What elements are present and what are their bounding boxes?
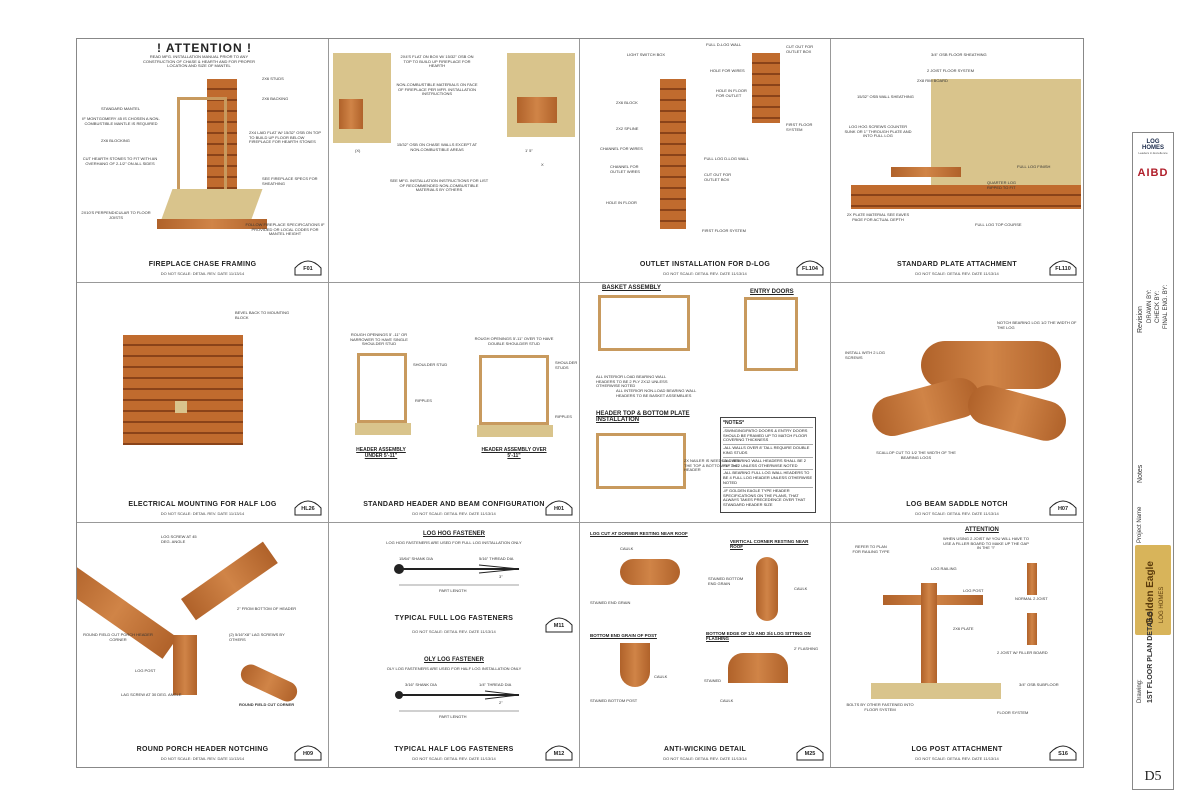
mounting-block bbox=[175, 401, 187, 413]
detail-header bbox=[329, 283, 580, 523]
label-osb-chase: 15/32" OSB ON CHASE WALLS EXCEPT AT NON-COMBUSTIBLE AREAS bbox=[396, 142, 478, 152]
label-2x6-blocking: 2X6 BLOCKING bbox=[101, 138, 130, 143]
label-round-field-cut: ROUND FIELD CUT PORCH HEADER CORNER bbox=[83, 632, 153, 642]
detail-fireplace-hearth bbox=[329, 39, 580, 283]
detail-electrical bbox=[77, 283, 329, 523]
wick-caulk-4: CAULK bbox=[720, 698, 734, 703]
label-osb-wall: 15/32" OSB WALL SHEATHING bbox=[857, 94, 914, 99]
label-lag-screws: (2) 5/16"X8" LAG SCREWS BY OTHERS bbox=[229, 632, 285, 642]
label-lag-30: LAG SCREW AT 30 DEG. ANGLE bbox=[121, 692, 182, 697]
header-frame-right bbox=[479, 355, 549, 425]
logo-sub: Leaders in Excellence bbox=[1138, 151, 1168, 155]
header-right-title: HEADER ASSEMBLY OVER 5'-11" bbox=[481, 447, 547, 459]
detail-tag: H09 bbox=[294, 743, 322, 761]
full-fastener-sub: LOG HOG FASTENERS ARE USED FOR FULL LOG INSTALLATION ONLY bbox=[386, 540, 522, 545]
detail-porch bbox=[77, 523, 329, 767]
intro-note: READ MFG. INSTALLATION MANUAL PRIOR TO ANY CONSTRUCTION OF CHASE & HEARTH AND FOR PROPER LOCATION AND SIZE OF MANTEL bbox=[143, 54, 255, 69]
header-plate-title: HEADER TOP & BOTTOM PLATE INSTALLATION bbox=[596, 411, 690, 423]
wick-stained-post: STAINED BOTTOM POST bbox=[590, 698, 638, 703]
detail-title: ELECTRICAL MOUNTING FOR HALF LOG bbox=[128, 501, 277, 508]
flashing-log bbox=[728, 653, 788, 683]
label-log-screw-45: LOG SCREW AT 45 DEG. ANGLE bbox=[161, 534, 197, 544]
bearing-log-right bbox=[964, 381, 1071, 446]
label-install-screws: INSTALL WITH 2 LOG SCREWS bbox=[845, 350, 886, 360]
wicking-h1: LOG CUT AT DORMER RESTING NEAR ROOF bbox=[590, 531, 688, 536]
label-2x4-flat: 2X4 LAID FLAT W/ 15/32" OSB ON TOP TO BUILD UP FLOOR BELOW FIREPLACE FOR HEARTH STONES bbox=[249, 130, 321, 145]
detail-note: DO NOT SCALE: DETAIL REV. DATE 11/13/14 bbox=[412, 511, 496, 516]
hearth-block-right bbox=[517, 97, 557, 123]
detail-note: DO NOT SCALE: DETAIL REV. DATE 11/13/14 bbox=[915, 756, 999, 761]
half-fastener-sub: OLY LOG FASTENERS ARE USED FOR HALF LOG INSTALLATION ONLY bbox=[386, 666, 522, 671]
entry-doors-title: ENTRY DOORS bbox=[750, 289, 794, 295]
detail-tag: HL26 bbox=[294, 498, 322, 516]
full-log-course bbox=[851, 185, 1081, 209]
log-post-shape bbox=[921, 583, 937, 693]
note-item: -SWINGING/PATIO DOORS & ENTRY DOORS SHOULD BE FRAMED UP TO MATCH FLOOR COVERING THICKNESS bbox=[723, 428, 813, 445]
sill-right bbox=[477, 425, 553, 437]
label-shoulder-studs: SHOULDER STUDS bbox=[555, 360, 578, 370]
hearth-drawing-left bbox=[333, 53, 391, 143]
label-non-combustible: NON-COMBUSTIBLE MATERIALS ON FACE OF FIREPLACE PER MFR. INSTALLATION INSTRUCTIONS bbox=[396, 82, 478, 97]
detail-title: TYPICAL FULL LOG FASTENERS bbox=[394, 615, 514, 622]
detail-basket bbox=[580, 283, 831, 523]
label-cut-out-2: CUT OUT FOR OUTLET BOX bbox=[704, 172, 732, 182]
wicking-h4: BOTTOM EDGE OF 1/2 AND 3/4 LOG SITTING ON FLASHING bbox=[706, 631, 811, 641]
label-channel-outlet: CHANNEL FOR OUTLET WIRES bbox=[610, 164, 640, 174]
label-scallop-cut: SCALLOP CUT TO 1/2 THE WIDTH OF THE BEARING LOGS bbox=[876, 450, 956, 460]
detail-note: DO NOT SCALE: DETAIL REV. DATE 11/13/14 bbox=[160, 756, 245, 761]
hearth-drawing-right bbox=[507, 53, 575, 137]
full-3in: 3" bbox=[499, 574, 503, 579]
wick-caulk-1: CAULK bbox=[620, 546, 634, 551]
half-2in: 2" bbox=[499, 700, 503, 705]
post-attention: ATTENTION bbox=[965, 527, 999, 533]
detail-log-post bbox=[831, 523, 1083, 767]
label-shoulder-stud: SHOULDER STUD bbox=[413, 362, 448, 367]
wick-caulk-3: CAULK bbox=[654, 674, 668, 679]
detail-sheet bbox=[76, 38, 1084, 768]
detail-tag: S16 bbox=[1049, 743, 1077, 761]
label-hearth-build-up: 2X4'S FLAT ON BOX W/ 15/32" OSB ON TOP TO BUILD UP FIREPLACE FOR HEARTH bbox=[400, 54, 474, 69]
aibd-logo: AIBD bbox=[1137, 167, 1169, 179]
label-bevel-back: BEVEL BACK TO MOUNTING BLOCK bbox=[235, 310, 290, 320]
label-log-post: LOG POST bbox=[135, 668, 156, 673]
note-item: -ALL WALLS OVER 8' TALL REQUIRE DOUBLE KING STUDS bbox=[723, 445, 813, 458]
label-full-log-d-log: FULL LOG D-LOG WALL bbox=[704, 156, 749, 161]
label-mantel-height: FOLLOW FIREPLACE SPECIFICATIONS IF PROVIDED OR LOCAL CODES FOR MANTEL HEIGHT bbox=[245, 222, 325, 237]
label-cut-out: CUT OUT FOR OUTLET BOX bbox=[786, 44, 814, 54]
notes-box bbox=[720, 417, 816, 513]
detail-title: LOG POST ATTACHMENT bbox=[911, 746, 1003, 753]
label-hole-wires: HOLE FOR WIRES bbox=[710, 68, 745, 73]
wick-flashing: 2' FLASHING bbox=[794, 646, 819, 651]
detail-tag: M12 bbox=[545, 743, 573, 761]
porch-post bbox=[173, 635, 197, 695]
basket-para1: ALL INTERIOR LOAD BEARING WALL HEADERS TO BE 2 PLY 2X12 UNLESS OTHERWISE NOTED bbox=[596, 374, 668, 389]
label-2in-bottom: 2" FROM BOTTOM OF HEADER bbox=[237, 606, 297, 611]
label-2x6-backing: 2X6 BACKING bbox=[262, 96, 289, 101]
notes-title: *NOTES* bbox=[723, 420, 813, 428]
detail-note: DO NOT SCALE: DETAIL REV. DATE 11/13/14 bbox=[915, 511, 999, 516]
label-log-railing: LOG RAILING bbox=[931, 566, 957, 571]
detail-tag: FL104 bbox=[796, 258, 824, 276]
sheet-number: D5 bbox=[1144, 769, 1162, 784]
basket-frame bbox=[598, 295, 690, 351]
half-part-length: PART LENGTH bbox=[439, 714, 467, 719]
wick-stained-end: STAINED END GRAIN bbox=[590, 600, 631, 605]
detail-note: DO NOT SCALE: DETAIL REV. DATE 11/13/14 bbox=[412, 629, 496, 634]
label-hearth-stones: CUT HEARTH STONES TO FIT WITH AN OVERHANG OF 2-1/2" ON ALL SIDES bbox=[82, 156, 158, 166]
dim-x-paren: (X) bbox=[355, 148, 361, 153]
notes-label: Notes bbox=[1137, 464, 1144, 483]
label-notch-bearing: NOTCH BEARING LOG 1/2 THE WIDTH OF THE LOG bbox=[997, 320, 1077, 330]
note-item: -ALL BEARING WALL HEADERS SHALL BE 2 PLY 2x12 UNLESS OTHERWISE NOTED bbox=[723, 458, 813, 471]
full-part-length: PART LENGTH bbox=[439, 588, 467, 593]
half-thread: 1/4" THREAD DIA bbox=[479, 682, 512, 687]
label-filler-board: 2 JOIST W/ FILLER BOARD bbox=[997, 650, 1048, 655]
label-normal-joist: NORMAL 2 JOIST bbox=[1015, 596, 1048, 601]
header-left-title: HEADER ASSEMBLY UNDER 5'-11" bbox=[356, 447, 406, 459]
wick-stained: STAINED bbox=[704, 678, 722, 683]
basket-para2: ALL INTERIOR NON-LOAD BEARING WALL HEADERS TO BE BASKET ASSEMBLIES bbox=[616, 388, 697, 398]
label-2x6-block: 2X6 BLOCK bbox=[616, 100, 638, 105]
note-item: -ALL BEARING FULL LOG WALL HEADERS TO BE 4 FULL LOG HEADER UNLESS OTHERWISE NOTED bbox=[723, 470, 813, 487]
label-channel-wires: CHANNEL FOR WIRES bbox=[600, 146, 643, 151]
basket-title: BASKET ASSEMBLY bbox=[602, 285, 661, 291]
label-2x6-plate: 2X6 PLATE bbox=[953, 626, 974, 631]
label-refer-plan: REFER TO PLAN FOR RAILING TYPE bbox=[852, 544, 890, 554]
full-thread: 5/16" THREAD DIA bbox=[479, 556, 514, 561]
label-hole-in-floor: HOLE IN FLOOR bbox=[606, 200, 637, 205]
wicking-h2: VERTICAL CORNER RESTING NEAR ROOF bbox=[730, 539, 809, 549]
note-item: -IF GOLDEN EAGLE TYPE HEADER SPECIFICATIONS ON THE PLANS, THAT ALWAYS TAKES PRECEDENCE OVER THAT STANDARD HEADER SIZE bbox=[723, 487, 806, 508]
wick-stained-bottom: STAINED BOTTOM END GRAIN bbox=[708, 576, 744, 586]
detail-note: DO NOT SCALE: DETAIL REV. DATE 11/13/14 bbox=[663, 756, 747, 761]
brand-text: Golden Eagle bbox=[1145, 561, 1156, 625]
detail-note: DO NOT SCALE: DETAIL REV. DATE 11/13/14 bbox=[160, 511, 245, 516]
d-log-column bbox=[660, 79, 686, 229]
label-floor-sheathing: 3/4" OSB FLOOR SHEATHING bbox=[931, 52, 987, 57]
label-light-switch: LIGHT SWITCH BOX bbox=[626, 52, 666, 57]
label-quarter-log: QUARTER LOG RIPPED TO FIT bbox=[987, 180, 1017, 190]
final-by: FINAL ENG. BY: bbox=[1163, 284, 1169, 329]
label-ripples-right: RIPPLES bbox=[555, 414, 572, 419]
sill-left bbox=[355, 423, 411, 435]
detail-saddle bbox=[831, 283, 1083, 523]
title-block bbox=[1132, 132, 1174, 790]
label-see-mfg: SEE MFG. INSTALLATION INSTRUCTIONS FOR LIST OF RECOMMENDED NON-COMBUSTIBLE MATERIALS BY OTHERS bbox=[389, 178, 489, 193]
detail-title: ANTI-WICKING DETAIL bbox=[663, 746, 747, 753]
detail-note: DO NOT SCALE: DETAIL REV. DATE 11/13/14 bbox=[160, 271, 245, 276]
project-name: Project Name bbox=[1137, 506, 1143, 543]
bearing-log-left bbox=[868, 373, 985, 440]
hearth-block-left bbox=[339, 99, 363, 129]
plate bbox=[891, 167, 961, 177]
full-fastener-title: LOG HOG FASTENER bbox=[422, 531, 485, 537]
label-2x2-spline: 2X2 SPLINE bbox=[616, 126, 639, 131]
detail-tag: FL110 bbox=[1049, 258, 1077, 276]
detail-tag: M25 bbox=[796, 743, 824, 761]
header-frame-left bbox=[357, 353, 407, 423]
log-homes-logo bbox=[1135, 139, 1171, 155]
check-by: CHECK BY: bbox=[1155, 290, 1161, 323]
label-2x10-perpendicular: 2X10'S PERPENDICULAR TO FLOOR JOISTS bbox=[81, 210, 151, 220]
label-fireplace-specs: SEE FIREPLACE SPECS FOR SHEATHING bbox=[262, 176, 318, 186]
logo-text: LOG HOMES bbox=[1141, 139, 1164, 151]
label-standard-mantel: STANDARD MANTEL bbox=[101, 106, 141, 111]
label-log-post: LOG POST bbox=[963, 588, 984, 593]
label-2x6-studs: 2X6 STUDS bbox=[262, 76, 284, 81]
half-shank: 3/16" SHANK DIA bbox=[405, 682, 437, 687]
detail-fireplace-chase bbox=[77, 39, 329, 283]
drawn-by: DRAWN BY: bbox=[1147, 289, 1153, 323]
hearth-platform bbox=[162, 189, 263, 219]
label-floor-system: FLOOR SYSTEM bbox=[997, 710, 1029, 715]
label-log-hog: LOG HOG SCREWS COUNTER SUNK OR 1" THROUGH PLATE AND INTO FULL LOG bbox=[844, 124, 912, 139]
detail-title: STANDARD PLATE ATTACHMENT bbox=[897, 261, 1017, 268]
detail-title: OUTLET INSTALLATION FOR D-LOG bbox=[639, 261, 771, 268]
detail-tag: F01 bbox=[294, 258, 322, 276]
half-log-wall bbox=[123, 335, 243, 445]
joist-sample-2 bbox=[1027, 613, 1037, 645]
label-full-log-top: FULL LOG TOP COURSE bbox=[975, 222, 1022, 227]
label-full-d-log: FULL D-LOG WALL bbox=[706, 42, 742, 47]
detail-note: DO NOT SCALE: DETAIL REV. DATE 11/13/14 bbox=[663, 271, 747, 276]
detail-title: LOG BEAM SADDLE NOTCH bbox=[906, 501, 1008, 508]
label-bolts: BOLTS BY OTHER FASTENED INTO FLOOR SYSTEM bbox=[846, 702, 914, 712]
label-hole-floor-outlet: HOLE IN FLOOR FOR OUTLET bbox=[716, 88, 747, 98]
label-first-floor-1: FIRST FLOOR SYSTEM bbox=[786, 122, 813, 132]
brand-sub: LOG HOMES bbox=[1159, 586, 1165, 623]
entry-door-frame bbox=[744, 297, 798, 371]
drawing-title: 1ST FLOOR PLAN DETAILS bbox=[1147, 611, 1154, 703]
d-log-wall-small bbox=[752, 53, 780, 123]
porch-caption: ROUND FIELD CUT CORNER bbox=[239, 702, 295, 707]
detail-tag: H01 bbox=[545, 498, 573, 516]
label-montgomery: IF MONTGOMERY 45 IS CHOSEN A NON-COMBUSTIBLE MANTLE IS REQUIRED bbox=[82, 116, 160, 126]
label-full-log-finish: FULL LOG FINISH bbox=[1017, 164, 1051, 169]
detail-note: DO NOT SCALE: DETAIL REV. DATE 11/13/14 bbox=[915, 271, 999, 276]
label-osb-subfloor: 3/4" OSB SUBFLOOR bbox=[1019, 682, 1059, 687]
half-fastener-title: OLY LOG FASTENER bbox=[423, 657, 484, 663]
full-shank: 15/64" SHANK DIA bbox=[399, 556, 434, 561]
label-ripples-left: RIPPLES bbox=[415, 398, 432, 403]
drawing-label: Drawing: bbox=[1137, 679, 1143, 703]
detail-tag: M11 bbox=[545, 615, 573, 633]
label-2x-plate: 2X PLATE MATERIAL SEE EAVES PAGE FOR ACTUAL DEPTH bbox=[846, 212, 910, 222]
wick-caulk-2: CAULK bbox=[794, 586, 808, 591]
detail-title: ROUND PORCH HEADER NOTCHING bbox=[136, 746, 269, 753]
label-first-floor-2: FIRST FLOOR SYSTEM bbox=[702, 228, 746, 233]
header-plate-frame bbox=[596, 433, 686, 489]
detail-fasteners bbox=[329, 523, 580, 767]
detail-plate bbox=[831, 39, 1083, 283]
detail-note: DO NOT SCALE: DETAIL REV. DATE 11/13/14 bbox=[412, 756, 496, 761]
wicking-h3: BOTTOM END GRAIN OF POST bbox=[590, 633, 657, 638]
vertical-corner-log bbox=[756, 557, 778, 621]
attention-heading: ! ATTENTION ! bbox=[157, 41, 252, 55]
dim-1ft5: 1' 5" bbox=[525, 148, 533, 153]
detail-outlet bbox=[580, 39, 831, 283]
label-left-note: ROUGH OPENINGS 5' -11" OR NARROWER TO HAVE SINGLE SHOULDER STUD bbox=[350, 332, 408, 347]
label-2-joist: 2 JOIST FLOOR SYSTEM bbox=[927, 68, 975, 73]
post-end-grain bbox=[620, 643, 650, 687]
round-cut-log bbox=[238, 661, 301, 704]
basket-para3: 2X NAILER IS NEEDED OVER THE TOP & BOTTOM OF THE HEADER bbox=[684, 458, 740, 473]
joist-sample-1 bbox=[1027, 563, 1037, 595]
revision-label: Revision bbox=[1137, 306, 1144, 333]
label-rim-board: 2X8 RIM BOARD bbox=[917, 78, 948, 83]
subfloor bbox=[871, 683, 1001, 699]
detail-tag: H07 bbox=[1049, 498, 1077, 516]
detail-title: STANDARD HEADER AND BEAM CONFIGURATION bbox=[363, 501, 545, 508]
dim-x: X bbox=[541, 162, 544, 167]
header-log-left bbox=[77, 563, 177, 659]
label-right-note: ROUGH OPENINGS 5'-11" OVER TO HAVE DOUBLE SHOULDER STUD bbox=[474, 336, 554, 346]
detail-title: FIREPLACE CHASE FRAMING bbox=[148, 261, 257, 268]
post-attn-text: WHEN USING 2 JOIST W/ YOU WILL HAVE TO USE A FILLER BOARD TO MAKE UP THE GAP IN THE "I" bbox=[943, 536, 1029, 551]
detail-title: TYPICAL HALF LOG FASTENERS bbox=[394, 746, 514, 753]
detail-wicking bbox=[580, 523, 831, 767]
dormer-log bbox=[620, 559, 680, 585]
